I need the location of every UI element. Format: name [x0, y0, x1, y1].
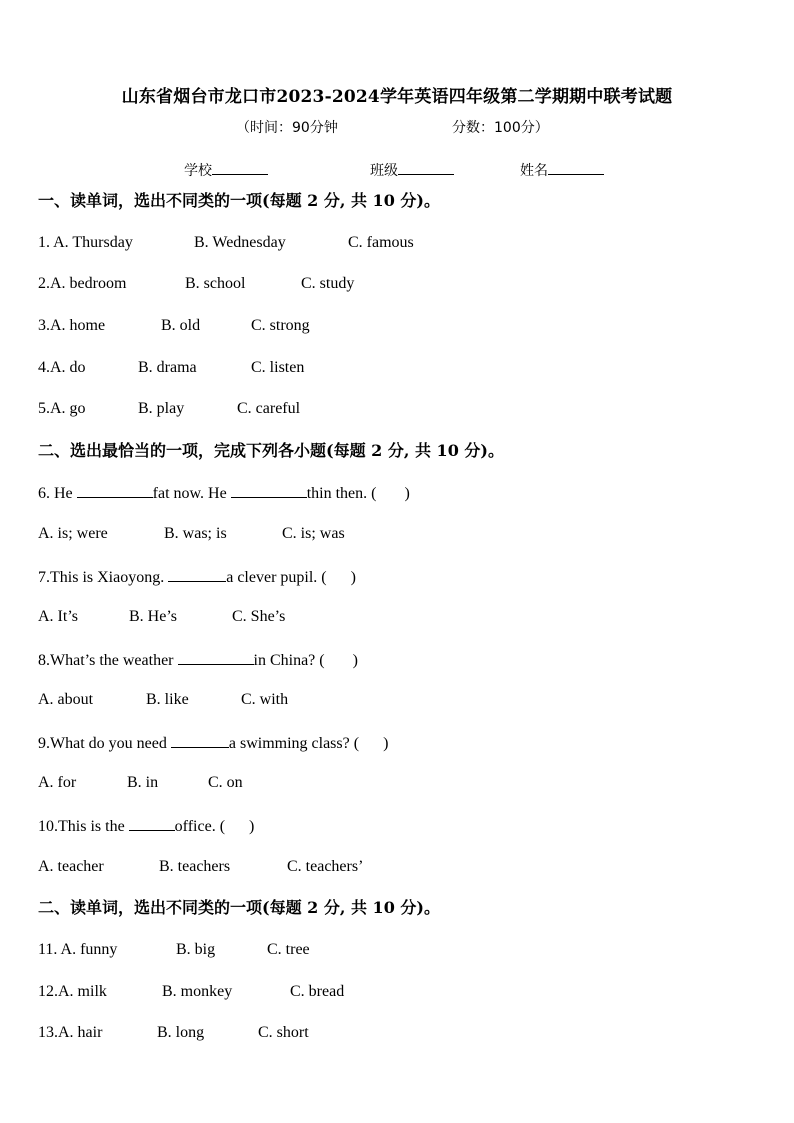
- exam-score: 分数：100分）: [452, 120, 549, 136]
- q4-option-a: 4.A. do: [38, 359, 86, 376]
- q5-option-c: C. careful: [237, 400, 301, 417]
- q3-option-a: 3.A. home: [38, 317, 106, 334]
- q3-option-b: B. old: [161, 317, 201, 334]
- q8-option-b: B. like: [146, 691, 189, 708]
- q11-option-a: 11. A. funny: [38, 941, 118, 958]
- q9-blank[interactable]: [171, 732, 229, 748]
- q9-option-c: C. on: [208, 774, 243, 791]
- question-6-stem: [38, 482, 410, 504]
- school-blank[interactable]: [212, 159, 268, 175]
- q7-text-2: a clever pupil. (: [226, 569, 327, 586]
- q10-text-1: 10.This is the: [38, 818, 125, 835]
- q8-blank[interactable]: [178, 649, 254, 665]
- q7-option-b: B. He’s: [129, 608, 177, 625]
- q13-option-c: C. short: [258, 1024, 309, 1041]
- q4-option-c: C. listen: [251, 359, 305, 376]
- q10-option-a: A. teacher: [38, 858, 104, 875]
- q1-option-c: C. famous: [348, 234, 414, 251]
- q6-blank-2[interactable]: [231, 482, 307, 498]
- q5-option-a: 5.A. go: [38, 400, 86, 417]
- q6-text-4: ): [404, 485, 410, 502]
- q6-text-1: 6. He: [38, 485, 73, 502]
- q10-blank[interactable]: [129, 815, 175, 831]
- q13-option-a: 13.A. hair: [38, 1024, 103, 1041]
- q10-text-2: office. (: [174, 818, 226, 835]
- q7-blank[interactable]: [168, 566, 226, 582]
- question-9-stem: [38, 732, 388, 754]
- q10-text-3: ): [249, 818, 255, 835]
- q13-option-b: B. long: [157, 1024, 205, 1041]
- question-8-options: [38, 690, 758, 710]
- question-13: [38, 1023, 758, 1043]
- class-label: 班级: [370, 163, 398, 179]
- q1-option-b: B. Wednesday: [194, 234, 286, 251]
- q2-option-a: 2.A. bedroom: [38, 275, 127, 292]
- q2-option-c: C. study: [301, 275, 355, 292]
- school-field[interactable]: [184, 159, 268, 181]
- question-10-options: [38, 857, 758, 877]
- school-label: 学校: [184, 163, 212, 179]
- question-5: [38, 399, 758, 419]
- section-heading-3: 二、读单词，选出不同类的一项(每题 2 分, 共 10 分)。: [38, 898, 440, 917]
- q12-option-a: 12.A. milk: [38, 983, 107, 1000]
- section-heading-1: 一、读单词，选出不同类的一项(每题 2 分, 共 10 分)。: [38, 191, 440, 210]
- q9-text-1: 9.What do you need: [38, 735, 167, 752]
- class-blank[interactable]: [398, 159, 454, 175]
- q11-option-b: B. big: [176, 941, 216, 958]
- q7-text-3: ): [350, 569, 356, 586]
- q6-blank-1[interactable]: [77, 482, 153, 498]
- question-9-options: [38, 773, 758, 793]
- q6-option-b: B. was; is: [164, 525, 227, 542]
- q1-option-a: 1. A. Thursday: [38, 234, 133, 251]
- q8-text-3: ): [352, 652, 358, 669]
- question-2: [38, 274, 758, 294]
- question-3: [38, 316, 758, 336]
- question-1: [38, 233, 758, 253]
- q10-option-b: B. teachers: [159, 858, 231, 875]
- q6-option-c: C. is; was: [282, 525, 345, 542]
- q5-option-b: B. play: [138, 400, 185, 417]
- name-blank[interactable]: [548, 159, 604, 175]
- q8-option-a: A. about: [38, 691, 94, 708]
- q7-option-c: C. She’s: [232, 608, 286, 625]
- q6-option-a: A. is; were: [38, 525, 108, 542]
- q11-option-c: C. tree: [267, 941, 310, 958]
- q8-option-c: C. with: [241, 691, 289, 708]
- q2-option-b: B. school: [185, 275, 246, 292]
- q3-option-c: C. strong: [251, 317, 310, 334]
- name-field[interactable]: [520, 159, 604, 181]
- q12-option-c: C. bread: [290, 983, 345, 1000]
- exam-time: （时间：90分钟: [236, 120, 338, 136]
- question-11: [38, 940, 758, 960]
- question-4: [38, 358, 758, 378]
- q8-text-2: in China? (: [253, 652, 325, 669]
- name-label: 姓名: [520, 163, 548, 179]
- q9-option-a: A. for: [38, 774, 77, 791]
- q9-option-b: B. in: [127, 774, 159, 791]
- question-7-options: [38, 607, 758, 627]
- q8-text-1: 8.What’s the weather: [38, 652, 174, 669]
- question-12: [38, 982, 758, 1002]
- question-8-stem: [38, 649, 358, 671]
- q9-text-2: a swimming class? (: [228, 735, 360, 752]
- page-title: 山东省烟台市龙口市2023-2024学年英语四年级第二学期期中联考试题: [121, 87, 673, 107]
- q7-text-1: 7.This is Xiaoyong.: [38, 569, 165, 586]
- question-10-stem: [38, 815, 254, 837]
- q7-option-a: A. It’s: [38, 608, 78, 625]
- q6-text-3: thin then. (: [306, 485, 377, 502]
- question-6-options: [38, 524, 758, 544]
- q10-option-c: C. teachers’: [287, 858, 364, 875]
- q6-text-2: fat now. He: [152, 485, 227, 502]
- q12-option-b: B. monkey: [162, 983, 233, 1000]
- class-field[interactable]: [370, 159, 454, 181]
- q4-option-b: B. drama: [138, 359, 197, 376]
- q9-text-3: ): [383, 735, 389, 752]
- section-heading-2: 二、选出最恰当的一项，完成下列各小题(每题 2 分, 共 10 分)。: [38, 441, 504, 460]
- question-7-stem: [38, 566, 356, 588]
